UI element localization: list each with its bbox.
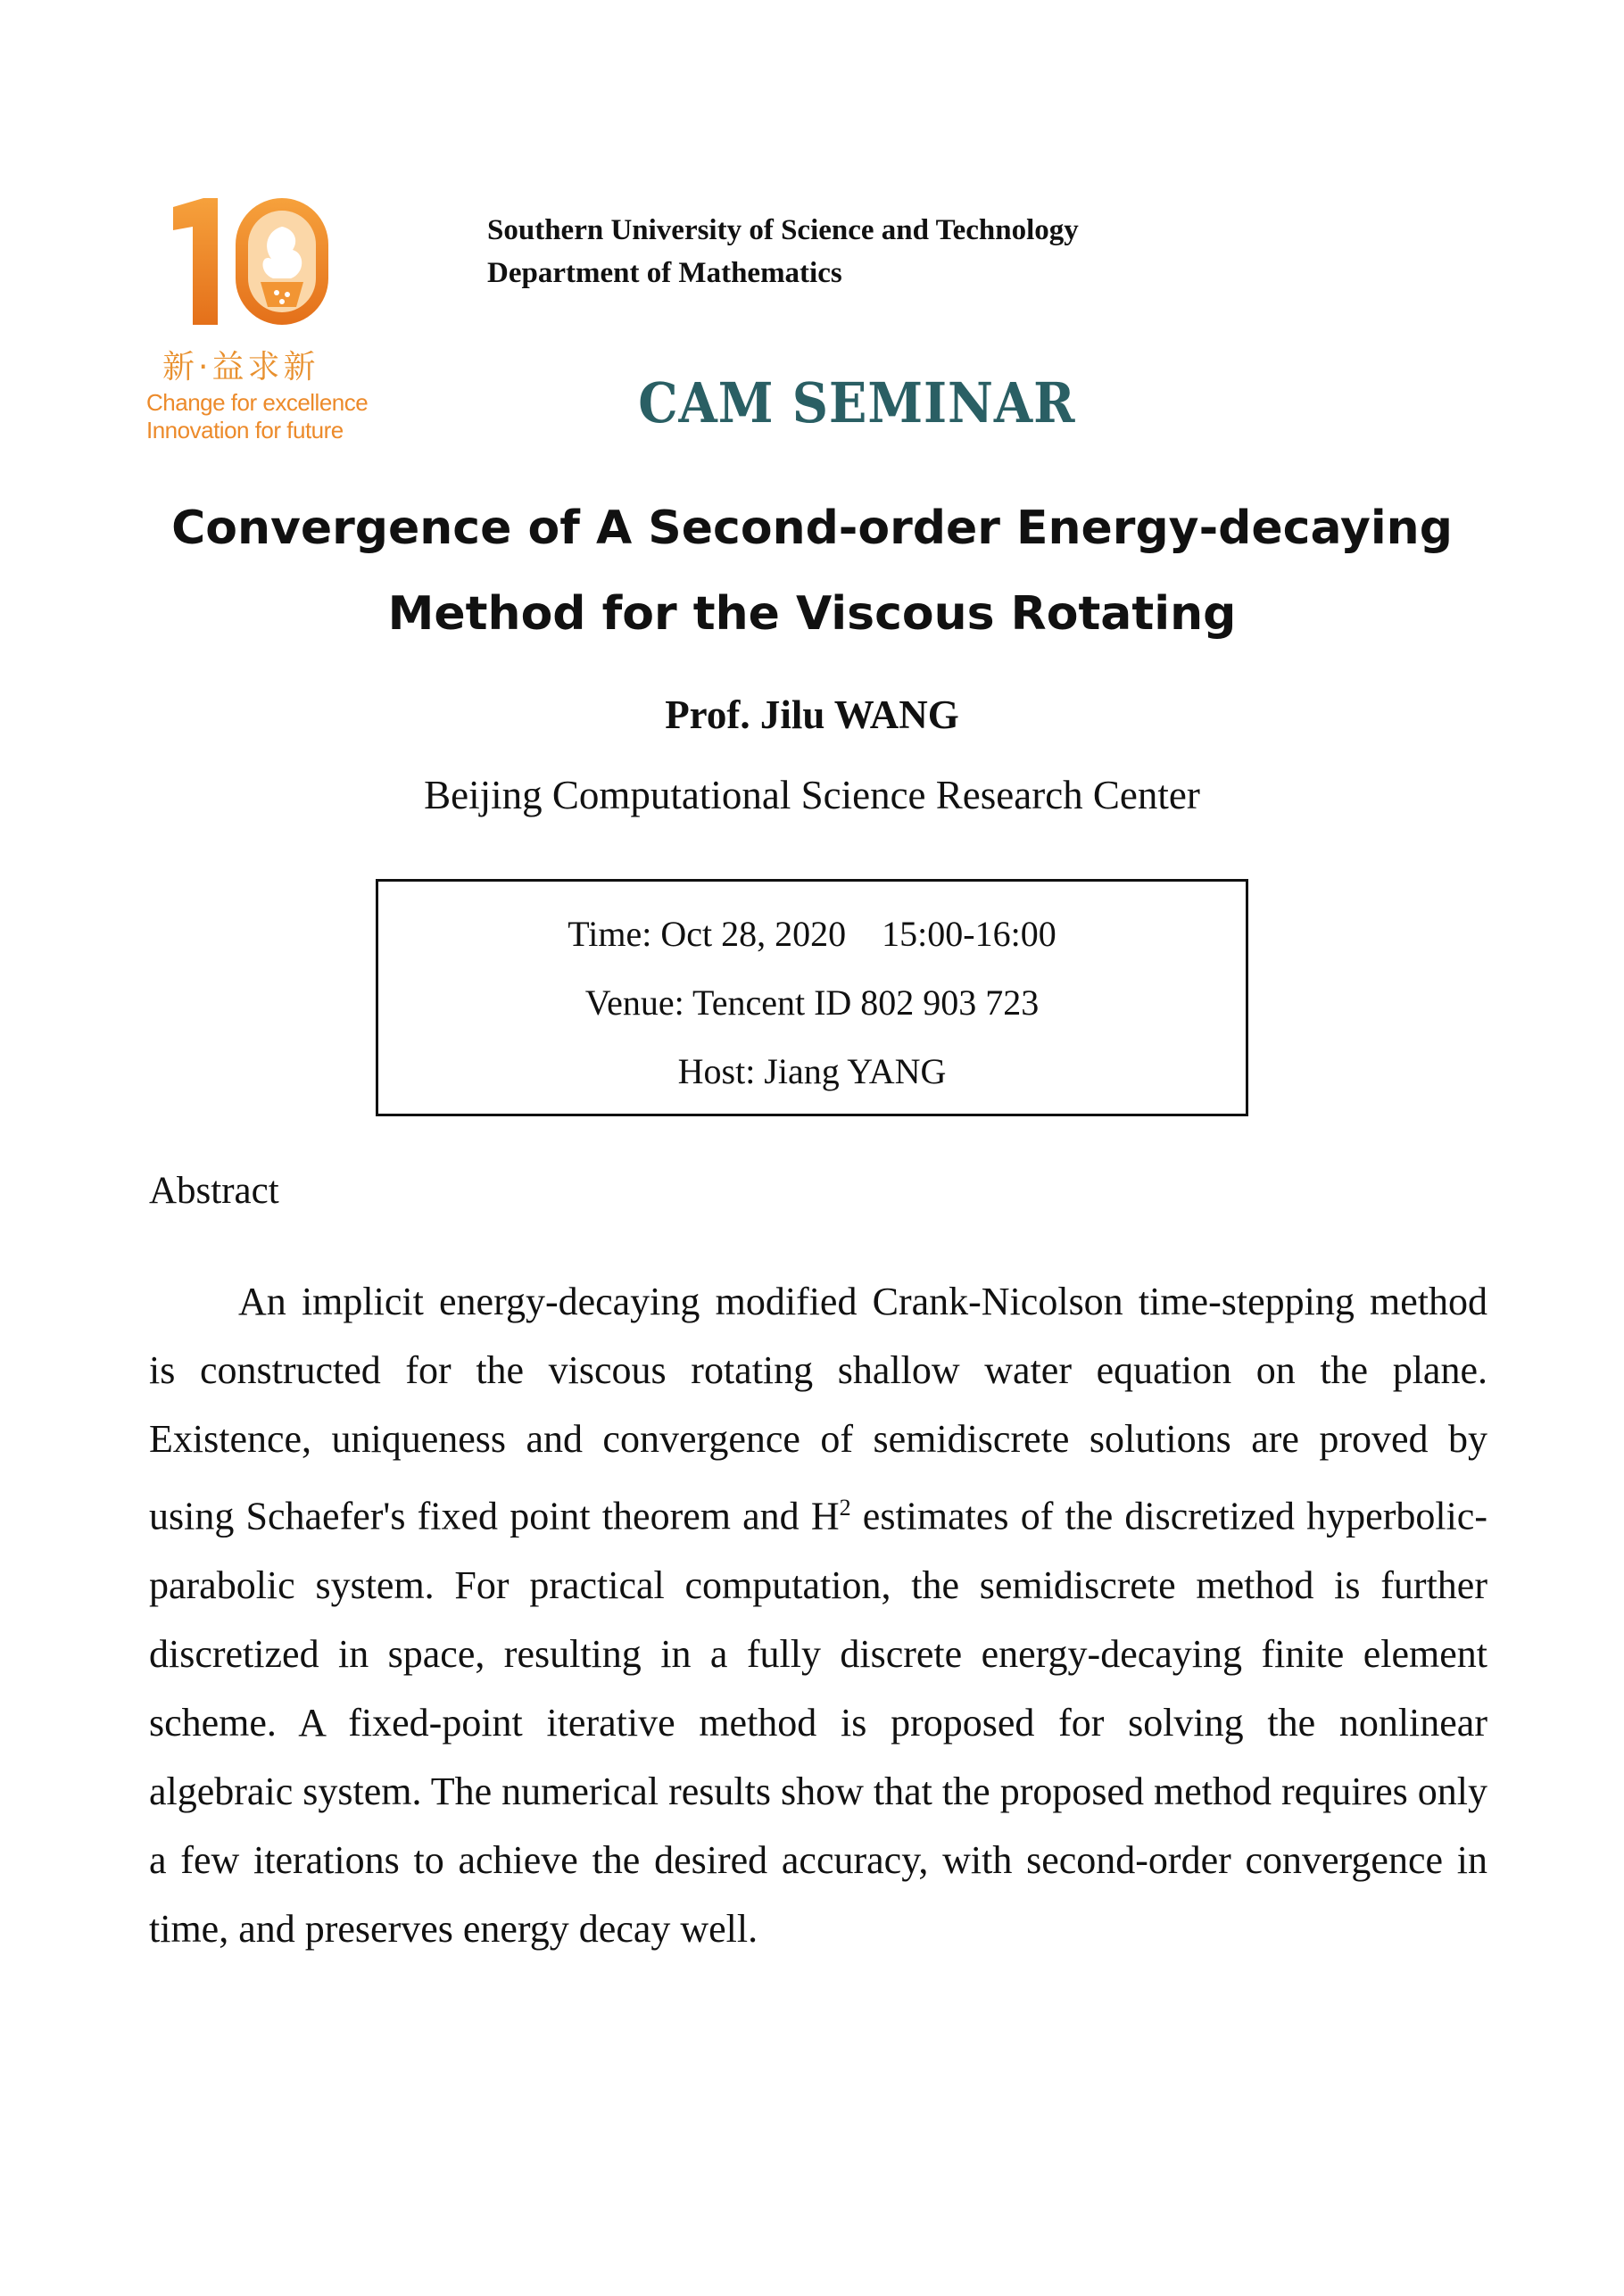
abstract-body	[149, 1267, 1487, 1963]
logo-english-line-1: Change for excellence	[146, 389, 369, 416]
event-venue: Venue: Tencent ID 802 903 723	[584, 982, 1040, 1023]
university-name: Southern University of Science and Technology	[487, 214, 1079, 246]
talk-title-line-2: Method for the Viscous Rotating	[387, 587, 1237, 641]
logo-chinese-slogan: 新·益求新	[162, 349, 319, 385]
speaker-name: Prof. Jilu WANG	[665, 692, 959, 737]
abstract-text-part-2: estimates of the discretized hyperbolic-parabolic system. For practical computation, the semidiscrete method is further discretized in space, resulting in a fully discrete energy-decaying finite element scheme. A fixed-point iterative method is proposed for solving the nonlinear algebraic system. The numerical results show that the proposed method requires only a few iterations to achieve the desired accuracy, with second-order convergence in time, and preserves energy decay well.	[149, 1494, 1487, 1951]
abstract-superscript: 2	[839, 1495, 851, 1521]
logo-english-line-2: Innovation for future	[146, 417, 344, 443]
abstract-heading: Abstract	[149, 1170, 279, 1212]
department-name: Department of Mathematics	[487, 257, 842, 289]
talk-title-line-1: Convergence of A Second-order Energy-decaying	[171, 501, 1453, 555]
event-host: Host: Jiang YANG	[677, 1051, 947, 1091]
event-time: Time: Oct 28, 2020 15:00-16:00	[568, 914, 1056, 954]
speaker-affiliation: Beijing Computational Science Research Center	[424, 773, 1200, 817]
ten-anniversary-emblem-icon	[162, 195, 341, 328]
seminar-banner	[0, 370, 1624, 435]
seminar-title: CAM SEMINAR	[637, 370, 1076, 435]
event-details-box	[376, 879, 1248, 1116]
abstract-text-part-1: An implicit energy-decaying modified Crank-Nicolson time-stepping method is constructed for the viscous rotating shallow water equation on the plane. Existence, uniqueness and convergence of semidiscrete solutions are proved by using Schaefer's fixed point theorem and H	[149, 1280, 1487, 1538]
